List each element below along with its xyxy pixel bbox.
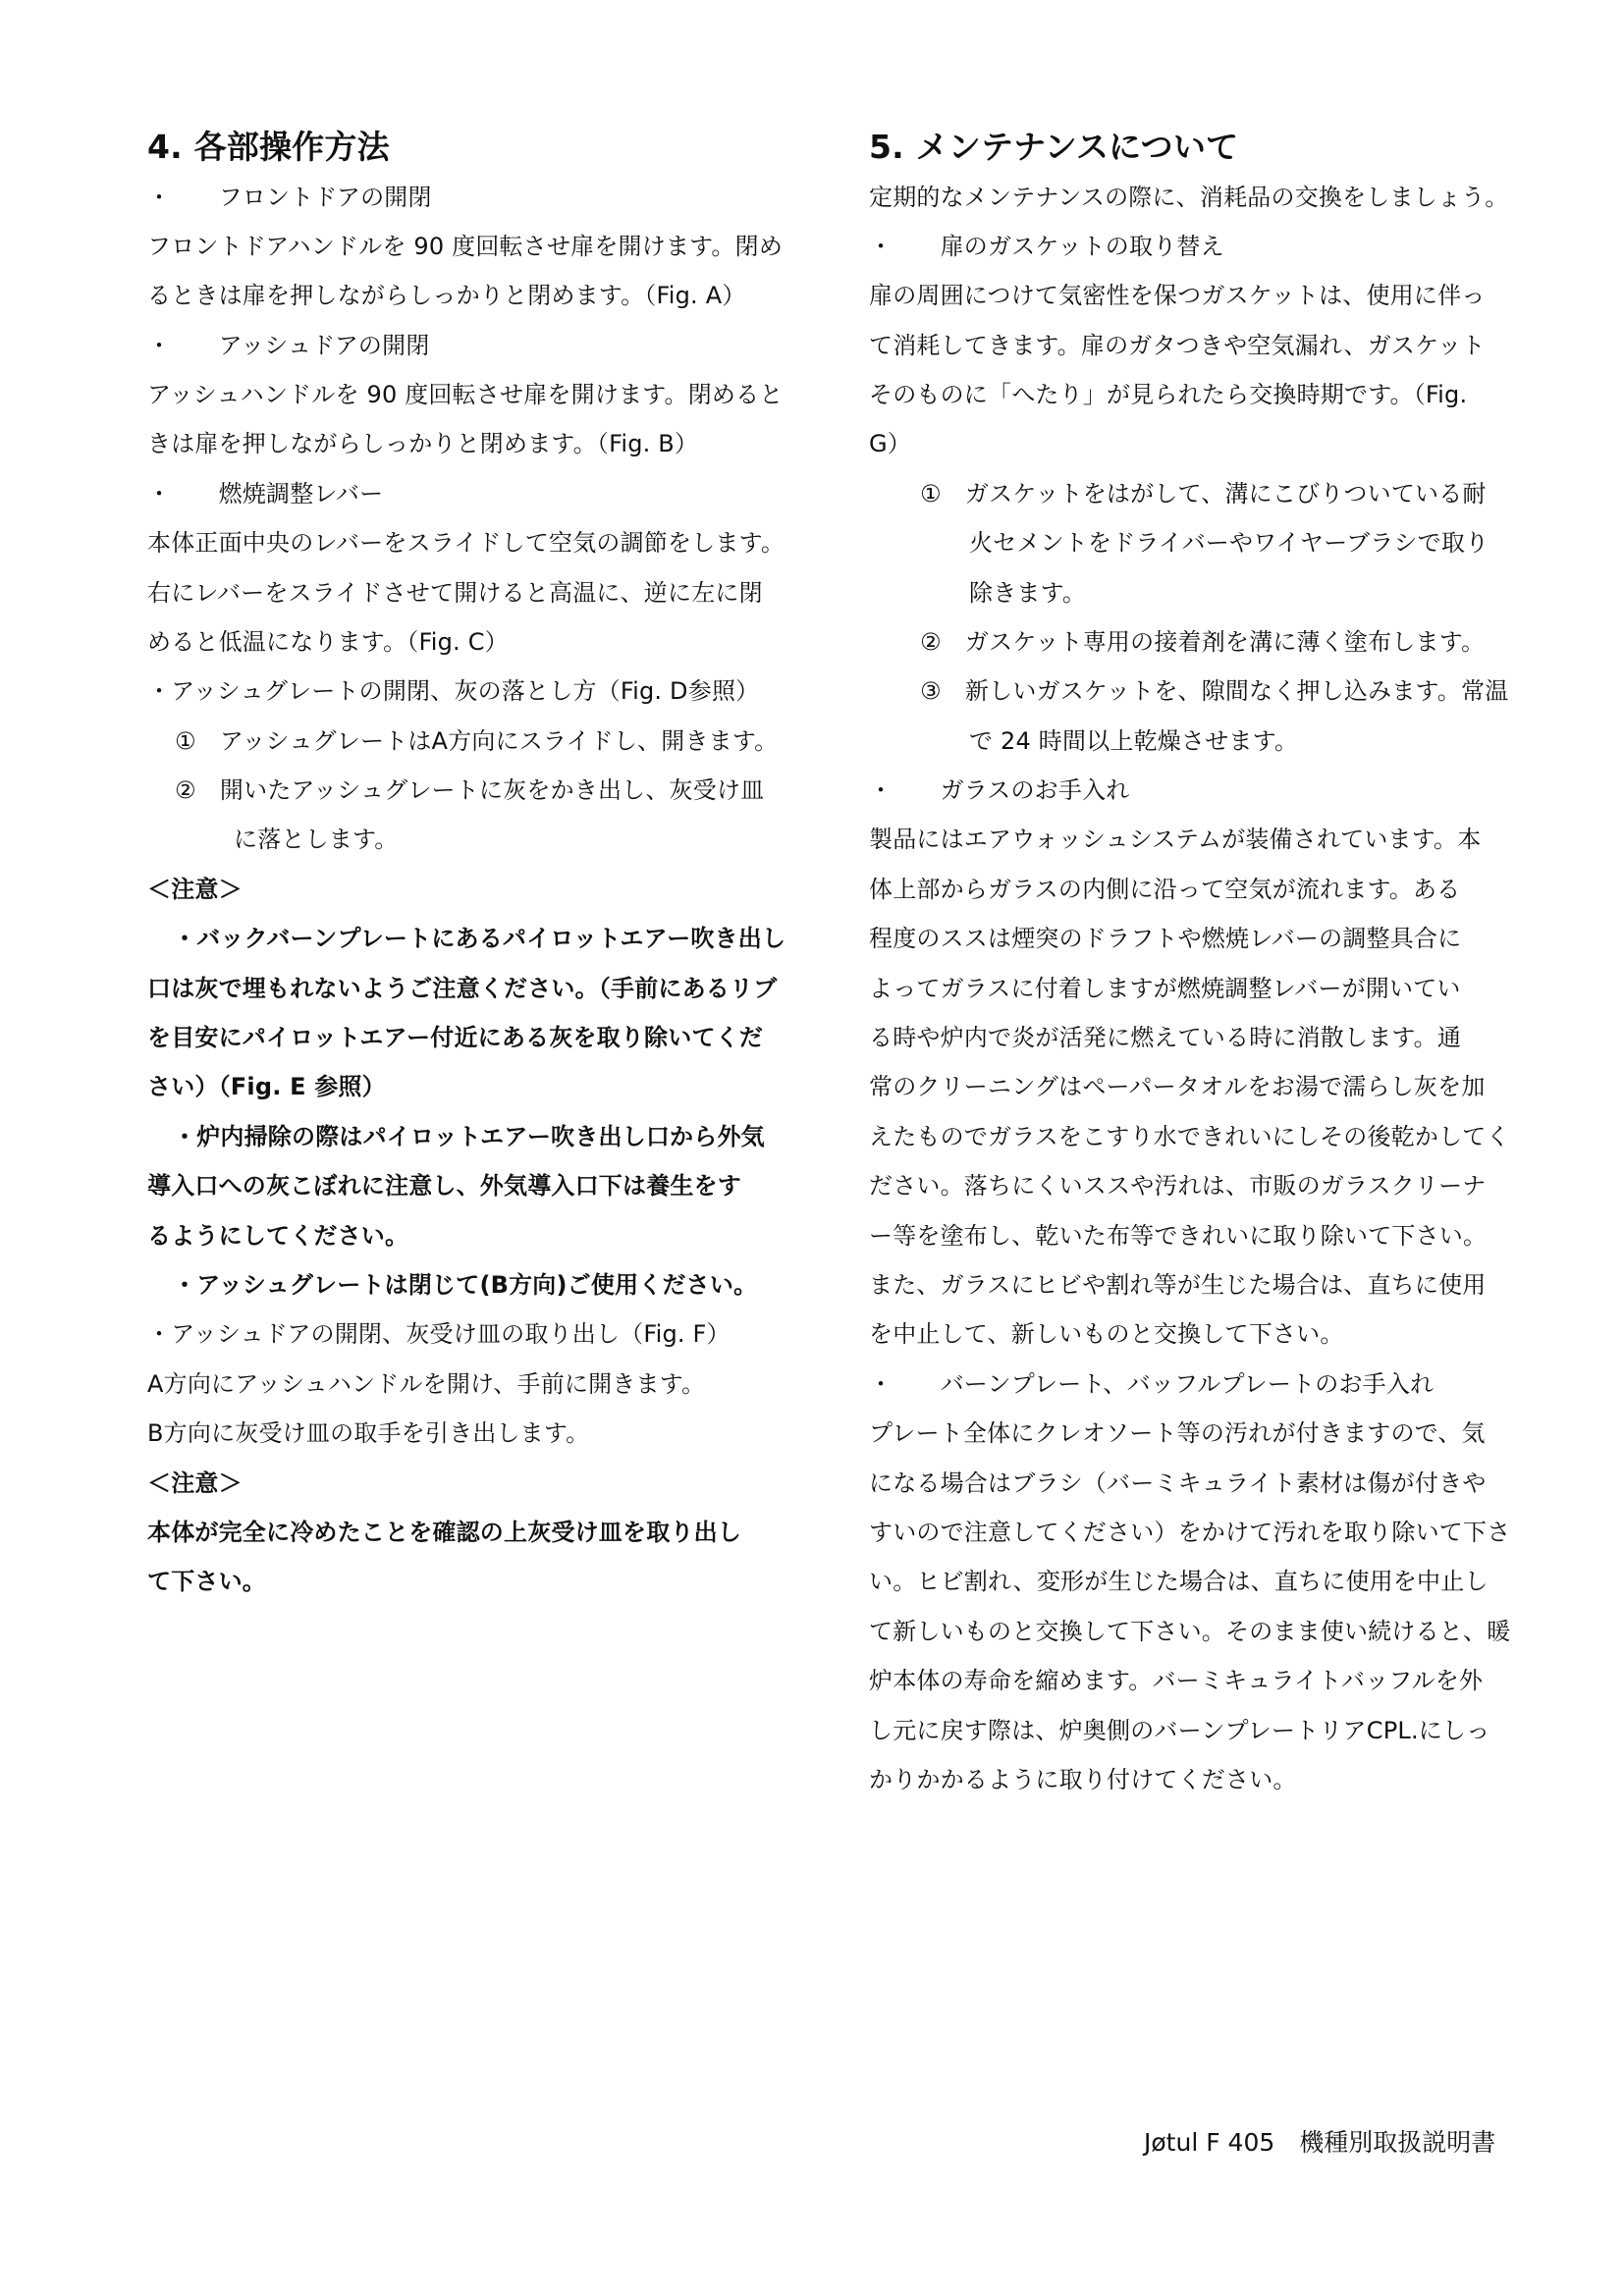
section-heading: 4. 各部操作方法	[147, 128, 390, 166]
text-line: て消耗してきます。扉のガタつきや空気漏れ、ガスケット	[869, 332, 1486, 359]
text-line: 体上部からガラスの内側に沿って空気が流れます。ある	[869, 876, 1461, 903]
caution-heading: ＜注意＞	[147, 876, 243, 903]
bullet-combustion-lever: ・ 燃焼調整レバー	[147, 480, 384, 507]
text-line: 製品にはエアウォッシュシステムが装備されています。本	[869, 826, 1482, 853]
bullet-ash-pan: ・アッシュドアの開閉、灰受け皿の取り出し（Fig. F）	[147, 1320, 731, 1348]
text-line: ー等を塗布し、乾いた布等できれいに取り除いて下さい。	[869, 1222, 1488, 1250]
caution-text: さい）（Fig. E 参照）	[147, 1073, 386, 1100]
text-line: 炉本体の寿命を縮めます。バーミキュライトバッフルを外	[869, 1667, 1484, 1694]
caution-text: ・バックバーンプレートにあるパイロットエアー吹き出し	[173, 925, 786, 952]
text-line: を中止して、新しいものと交換して下さい。	[869, 1320, 1344, 1348]
text-line: そのものに「へたり」が見られたら交換時期です。（Fig.	[869, 381, 1468, 408]
text-line: て新しいものと交換して下さい。そのまま使い続けると、暖	[869, 1618, 1511, 1645]
text-line: に落とします。	[234, 826, 399, 853]
caution-heading: ＜注意＞	[147, 1469, 243, 1497]
numbered-item: ③ 新しいガスケットを、隙間なく押し込みます。常温	[920, 677, 1509, 705]
text-line: 常のクリーニングはペーパータオルをお湯で濡らし灰を加	[869, 1073, 1486, 1100]
caution-text: 口は灰で埋もれないようご注意ください。（手前にあるリブ	[147, 975, 778, 1002]
text-line: い。ヒビ割れ、変形が生じた場合は、直ちに使用を中止し	[869, 1568, 1489, 1595]
text-line: プレート全体にクレオソート等の汚れが付きますので、気	[869, 1419, 1486, 1447]
section-heading: 5. メンテナンスについて	[869, 128, 1239, 166]
text-line: 定期的なメンテナンスの際に、消耗品の交換をしましょう。	[869, 184, 1509, 211]
page-footer: Jøtul F 405 機種別取扱説明書	[1144, 2128, 1496, 2157]
text-line: きは扉を押しながらしっかりと閉めます。（Fig. B）	[147, 430, 699, 457]
text-line: A方向にアッシュハンドルを開け、手前に開きます。	[147, 1370, 706, 1398]
caution-text: を目安にパイロットエアー付近にある灰を取り除いてくだ	[147, 1024, 764, 1051]
caution-text: るようにしてください。	[147, 1222, 409, 1250]
text-line: 右にレバーをスライドさせて開けると高温に、逆に左に閉	[147, 579, 763, 607]
text-line: で 24 時間以上乾燥させます。	[969, 727, 1299, 755]
text-line: 除きます。	[969, 579, 1087, 607]
text-line: 程度のススは煙突のドラフトや燃焼レバーの調整具合に	[869, 925, 1462, 952]
bullet-burn-plate-care: ・ バーンプレート、バッフルプレートのお手入れ	[869, 1370, 1435, 1398]
bullet-glass-care: ・ ガラスのお手入れ	[869, 776, 1130, 804]
numbered-item: ② ガスケット専用の接着剤を溝に薄く塗布します。	[920, 628, 1486, 656]
numbered-item: ① ガスケットをはがして、溝にこびりついている耐	[920, 480, 1487, 507]
text-line: 本体正面中央のレバーをスライドして空気の調節をします。	[147, 529, 785, 557]
caution-text: ・アッシュグレートは閉じて(B方向)ご使用ください。	[173, 1271, 758, 1299]
caution-text: 導入口への灰こぼれに注意し、外気導入口下は養生をす	[147, 1172, 741, 1200]
text-line: フロントドアハンドルを 90 度回転させ扉を開けます。閉め	[147, 233, 784, 260]
text-line: 火セメントをドライバーやワイヤーブラシで取り	[969, 529, 1489, 557]
numbered-item: ② 開いたアッシュグレートに灰をかき出し、灰受け皿	[175, 776, 765, 804]
caution-text: て下さい。	[147, 1568, 266, 1595]
text-line: すいので注意してください）をかけて汚れを取り除いて下さ	[869, 1519, 1511, 1546]
caution-text: 本体が完全に冷めたことを確認の上灰受け皿を取り出し	[147, 1519, 741, 1546]
text-line: し元に戻す際は、炉奥側のバーンプレートリアCPL.にしっ	[869, 1717, 1490, 1744]
text-line: アッシュハンドルを 90 度回転させ扉を開けます。閉めると	[147, 381, 784, 408]
bullet-front-door: ・ フロントドアの開閉	[147, 184, 432, 211]
text-line: めると低温になります。（Fig. C）	[147, 628, 509, 656]
text-line: るときは扉を押しながらしっかりと閉めます。（Fig. A）	[147, 282, 746, 309]
text-line: かりかかるように取り付けてください。	[869, 1766, 1297, 1793]
text-line: B方向に灰受け皿の取手を引き出します。	[147, 1419, 590, 1447]
text-line: る時や炉内で炎が活発に燃えている時に消散します。通	[869, 1024, 1462, 1051]
text-line: G）	[869, 430, 911, 457]
bullet-ash-door: ・ アッシュドアの開閉	[147, 332, 430, 359]
numbered-item: ① アッシュグレートはA方向にスライドし、開きます。	[175, 727, 779, 755]
caution-text: ・炉内掃除の際はパイロットエアー吹き出し口から外気	[173, 1123, 765, 1150]
bullet-ash-grate: ・アッシュグレートの開閉、灰の落とし方（Fig. D参照）	[147, 677, 760, 705]
text-line: よってガラスに付着しますが燃焼調整レバーが開いてい	[869, 975, 1461, 1002]
text-line: えたものでガラスをこすり水できれいにしその後乾かしてく	[869, 1123, 1510, 1150]
text-line: ださい。落ちにくいススや汚れは、市販のガラスクリーナ	[869, 1172, 1487, 1200]
bullet-door-gasket: ・ 扉のガスケットの取り替え	[869, 233, 1224, 260]
text-line: になる場合はブラシ（バーミキュライト素材は傷が付きや	[869, 1469, 1487, 1497]
text-line: 扉の周囲につけて気密性を保つガスケットは、使用に伴っ	[869, 282, 1486, 309]
text-line: また、ガラスにヒビや割れ等が生じた場合は、直ちに使用	[869, 1271, 1487, 1299]
